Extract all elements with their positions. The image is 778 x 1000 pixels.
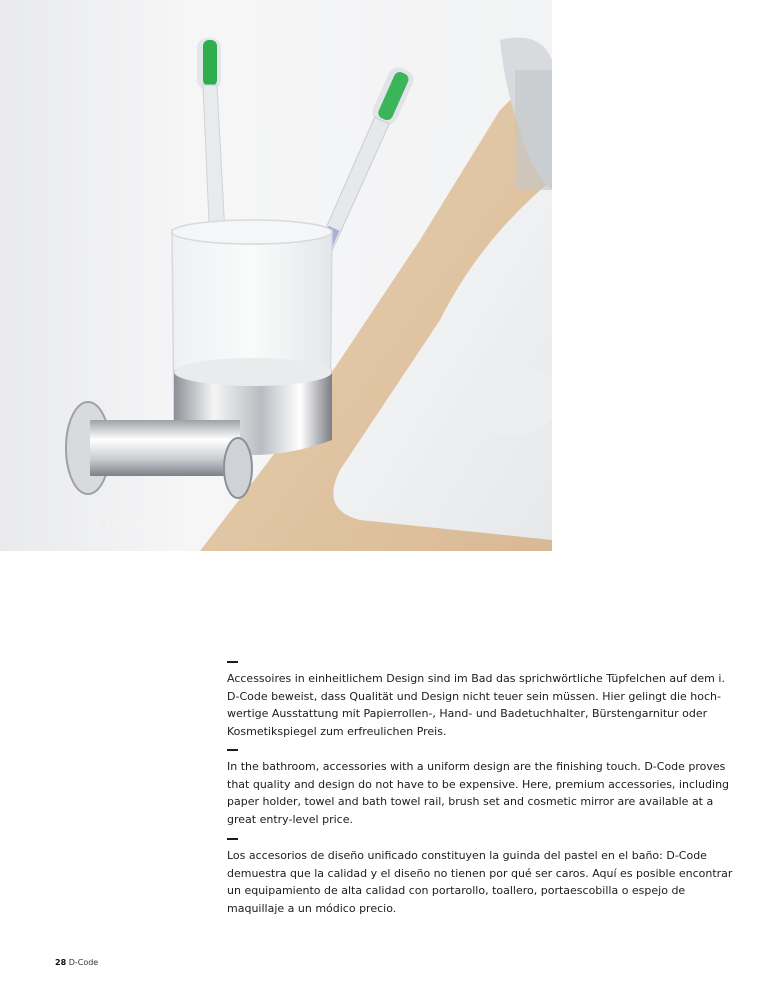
section-dash xyxy=(227,749,238,751)
page-number: 28 xyxy=(55,958,67,967)
english-paragraph-block xyxy=(227,749,737,828)
page-footer xyxy=(55,958,98,967)
english-paragraph: In the bathroom, accessories with a uniform design are the finishing touch. D-Code proves that quality and design do not have to be expensive. Here, premium accessories, including paper holder, towel and bath towel rail, brush set and cosmetic mirror are available at a great entry-level price. xyxy=(227,760,730,826)
spanish-paragraph: Los accesorios de diseño unificado constituyen la guinda del pastel en el baño: D-Code demuestra que la calidad y el diseño no tienen por qué ser caros. Aquí es posible encontrar un equipamiento de alta calidad con portarollo, toallero, portaescobilla o espejo de maquillaje a un módico precio. xyxy=(227,849,733,915)
article-number: # 009920 xyxy=(94,520,143,530)
section-dash xyxy=(227,838,238,840)
product-photo xyxy=(0,0,552,551)
german-paragraph: Accessoires in einheitlichem Design sind im Bad das sprichwörtliche Tüpfelchen auf dem i. D-Code beweist, dass Qualität und Design nicht teuer sein müssen. Hier gelingt die hochwertige Ausstattung mit Papierrollen-, Hand- und Badetuchhalter, Bürstengarnitur oder Kosmetikspiegel zum erfreulichen Preis. xyxy=(227,672,725,738)
spanish-paragraph-block xyxy=(227,838,737,917)
section-dash xyxy=(227,661,238,663)
tumbler-holder-image xyxy=(0,0,552,551)
section-name: D-Code xyxy=(68,958,99,967)
german-paragraph-block xyxy=(227,661,737,740)
